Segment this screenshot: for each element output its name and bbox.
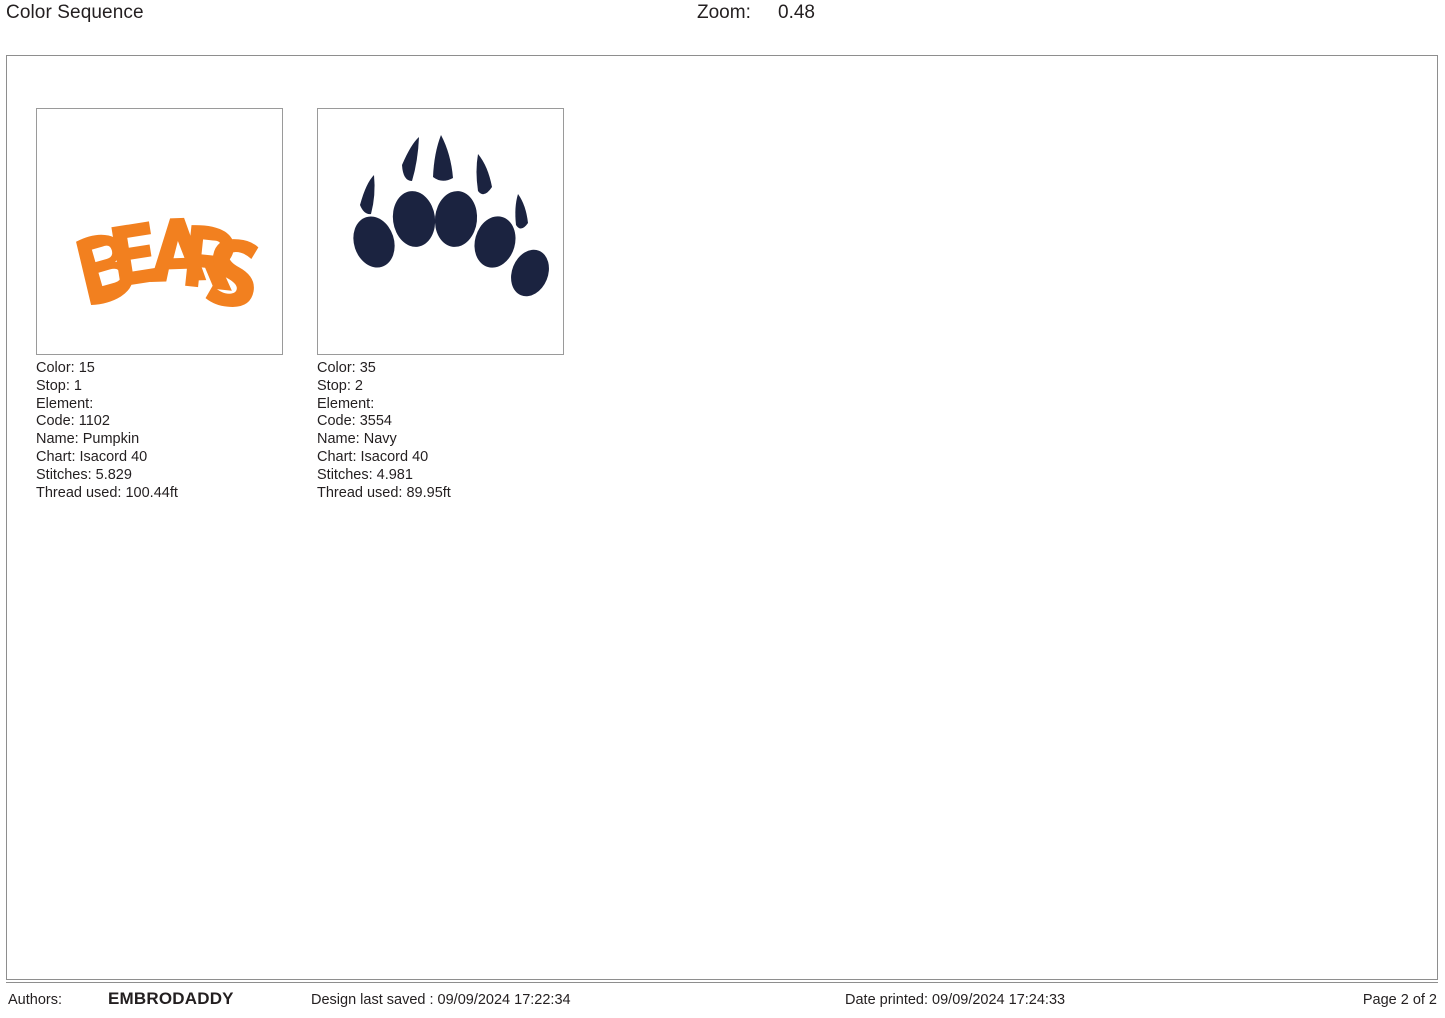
detail-color: Color: 35 — [317, 360, 376, 376]
zoom-value: 0.48 — [778, 2, 815, 23]
detail-thread-used: Thread used: 100.44ft — [36, 484, 178, 501]
footer-design-last-saved: Design last saved : 09/09/2024 17:22:34 — [311, 992, 571, 1008]
detail-stitches: Stitches: 5.829 — [36, 466, 132, 483]
zoom-label: Zoom: — [697, 2, 751, 23]
detail-name: Name: Navy — [317, 431, 397, 448]
detail-stop: Stop: 2 — [317, 377, 363, 394]
detail-stop: Stop: 1 — [36, 377, 82, 394]
detail-thread-used: Thread used: 89.95ft — [317, 484, 451, 501]
bears-lettering-artwork — [37, 109, 282, 354]
design-preview-bears — [36, 108, 283, 355]
header-bar — [0, 0, 1445, 38]
detail-element: Element: — [317, 395, 375, 412]
detail-name: Name: Pumpkin — [36, 431, 140, 448]
color-block — [36, 108, 283, 502]
detail-stitches: Stitches: 4.981 — [317, 466, 413, 483]
detail-color: Color: 15 — [36, 360, 95, 376]
footer-page-number: Page 2 of 2 — [1362, 992, 1437, 1008]
color-details — [36, 360, 283, 502]
detail-code: Code: 3554 — [317, 413, 392, 430]
color-block — [317, 108, 564, 502]
footer-authors-label: Authors: — [8, 992, 62, 1008]
design-preview-paw — [317, 108, 564, 355]
detail-chart: Chart: Isacord 40 — [36, 448, 148, 465]
footer-bar — [0, 982, 1445, 1018]
page-title: Color Sequence — [6, 2, 144, 23]
detail-element: Element: — [36, 395, 94, 412]
detail-chart: Chart: Isacord 40 — [317, 448, 429, 465]
detail-code: Code: 1102 — [36, 413, 110, 430]
footer-date-printed: Date printed: 09/09/2024 17:24:33 — [845, 992, 1066, 1008]
color-details — [317, 360, 564, 502]
document-page — [6, 55, 1438, 980]
footer-authors-value: EMBRODADDY — [108, 989, 234, 1008]
bear-paw-artwork — [318, 109, 563, 354]
footer-divider — [6, 982, 1438, 983]
